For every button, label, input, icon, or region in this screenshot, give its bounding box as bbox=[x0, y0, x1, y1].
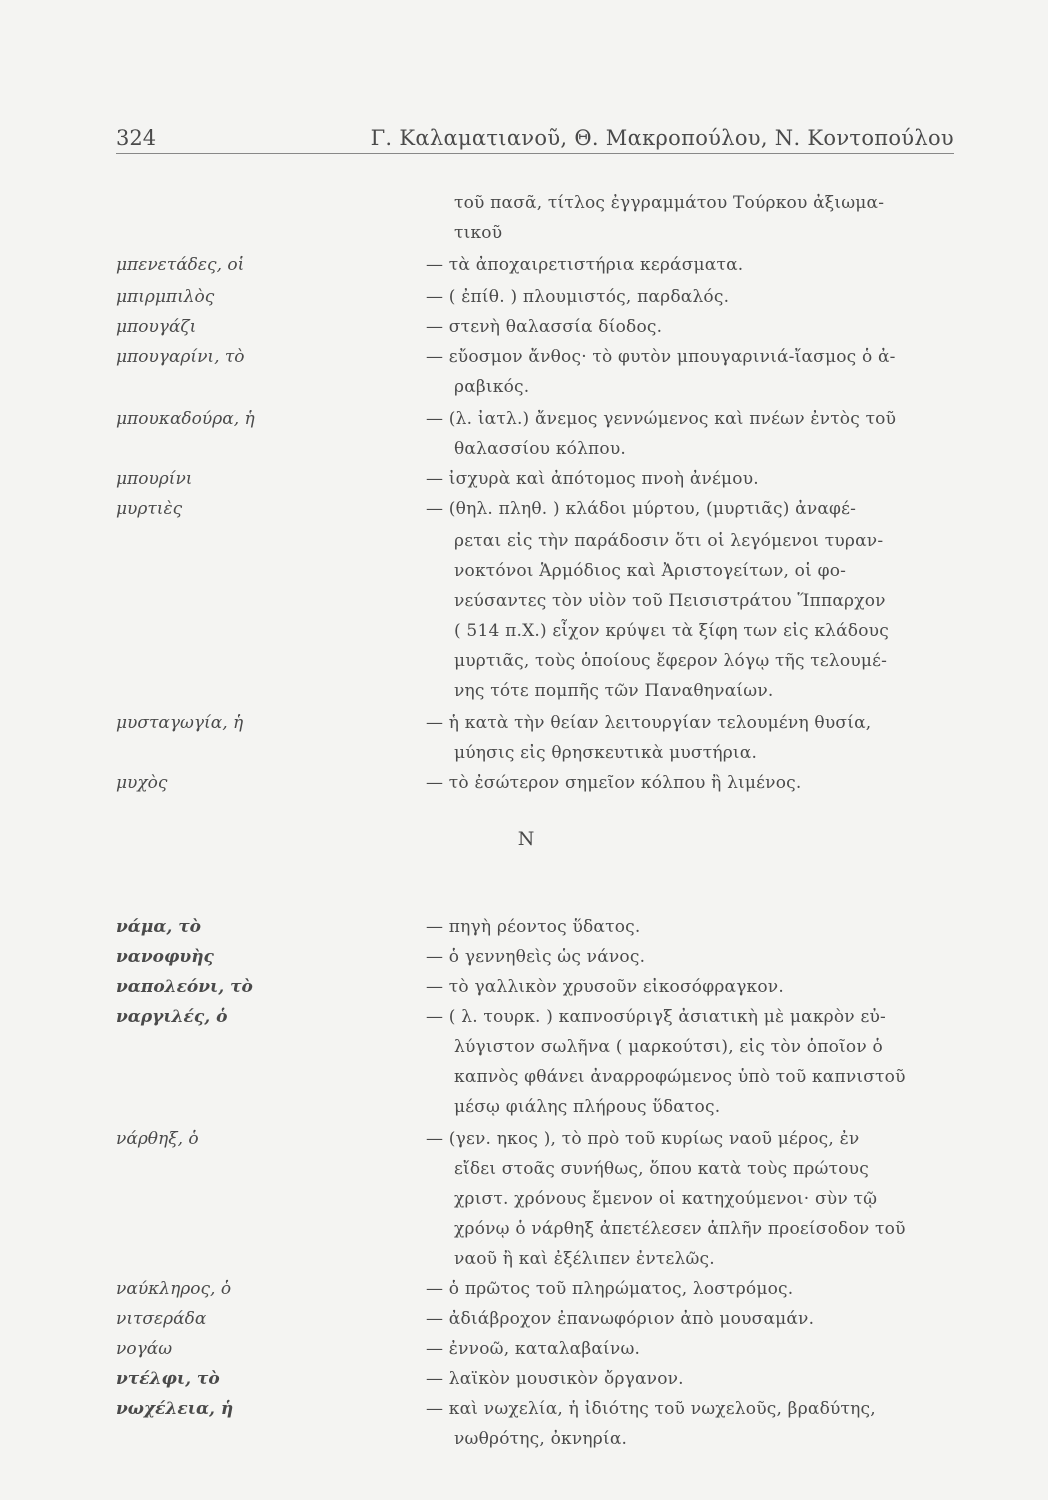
headword: νανοφυὴς bbox=[116, 947, 214, 967]
entry-line bbox=[0, 1214, 1048, 1244]
entry-line bbox=[0, 494, 1048, 524]
definition: — τὸ γαλλικὸν χρυσοῦν εἰκοσόφραγκον. bbox=[426, 977, 784, 997]
definition-continuation: ( 514 π.Χ.) εἶχον κρύψει τὰ ξίφη των εἰς κλάδους bbox=[454, 621, 889, 641]
definition-continuation: λύγιστον σωλῆνα ( μαρκούτσι), εἰς τὸν ὁποῖον ὁ bbox=[454, 1037, 883, 1057]
entry-line bbox=[0, 972, 1048, 1002]
definition: — ἐννοῶ, καταλαβαίνω. bbox=[426, 1339, 641, 1359]
headword: νογάω bbox=[116, 1339, 173, 1359]
entry-line bbox=[0, 708, 1048, 738]
definition-continuation: νης τότε πομπῆς τῶν Παναθηναίων. bbox=[454, 681, 774, 701]
definition-continuation: ραβικός. bbox=[454, 377, 530, 397]
definition: — ἰσχυρὰ καὶ ἀπότομος πνοὴ ἀνέμου. bbox=[426, 469, 759, 489]
entry-line bbox=[0, 1424, 1048, 1454]
entry-line bbox=[0, 464, 1048, 494]
entry-line bbox=[0, 1092, 1048, 1122]
entry-line bbox=[0, 526, 1048, 556]
entry-line bbox=[0, 1124, 1048, 1154]
entry-line bbox=[0, 404, 1048, 434]
entry-line bbox=[0, 188, 1048, 218]
headword: μυρτιὲς bbox=[116, 499, 183, 519]
definition: — λαϊκὸν μουσικὸν ὄργανον. bbox=[426, 1369, 684, 1389]
entry-line bbox=[0, 586, 1048, 616]
entry-line bbox=[0, 912, 1048, 942]
headword: μπουρίνι bbox=[116, 469, 193, 489]
definition: — καὶ νωχελία, ἡ ἰδιότης τοῦ νωχελοῦς, βραδύτης, bbox=[426, 1399, 876, 1419]
entry-line bbox=[0, 646, 1048, 676]
page-header bbox=[116, 118, 954, 158]
headword: μπιρμπιλὸς bbox=[116, 287, 215, 307]
headword: ντέλφι, τὸ bbox=[116, 1369, 220, 1389]
headword: μυσταγωγία, ἡ bbox=[116, 713, 244, 733]
entry-line bbox=[0, 1062, 1048, 1092]
entry-line bbox=[0, 312, 1048, 342]
running-title: Γ. Καλαματιανοῦ, Θ. Μακροπούλου, Ν. Κοντοπούλου bbox=[370, 126, 954, 150]
headword: νάμα, τὸ bbox=[116, 917, 202, 937]
definition: — ἀδιάβροχον ἐπανωφόριον ἀπὸ μουσαμάν. bbox=[426, 1309, 815, 1329]
definition-continuation: εἴδει στοᾶς συνήθως, ὅπου κατὰ τοὺς πρώτους bbox=[454, 1159, 869, 1179]
definition: — τὰ ἀποχαιρετιστήρια κεράσματα. bbox=[426, 255, 744, 275]
entry-line bbox=[0, 218, 1048, 248]
headword: μυχὸς bbox=[116, 773, 168, 793]
definition: — ( ἐπίθ. ) πλουμιστός, παρδαλός. bbox=[426, 287, 730, 307]
definition: — πηγὴ ρέοντος ὕδατος. bbox=[426, 917, 641, 937]
entry-line bbox=[0, 738, 1048, 768]
entry-line bbox=[0, 1394, 1048, 1424]
entry-line bbox=[0, 342, 1048, 372]
definition: — ὁ πρῶτος τοῦ πληρώματος, λοστρόμος. bbox=[426, 1279, 794, 1299]
entry-line bbox=[0, 616, 1048, 646]
section-letter: Ν bbox=[517, 828, 535, 850]
definition-continuation: μέσῳ φιάλης πλήρους ὕδατος. bbox=[454, 1097, 721, 1117]
headword: μπουκαδούρα, ἡ bbox=[116, 409, 255, 429]
entry-line bbox=[0, 434, 1048, 464]
definition: — (λ. ἰατλ.) ἄνεμος γεννώμενος καὶ πνέων ἐντὸς τοῦ bbox=[426, 409, 897, 429]
definition-continuation: ρεται εἰς τὴν παράδοσιν ὅτι οἱ λεγόμενοι τυραν- bbox=[454, 531, 884, 551]
entry-line bbox=[0, 1184, 1048, 1214]
definition: — ἡ κατὰ τὴν θείαν λειτουργίαν τελουμένη θυσία, bbox=[426, 713, 872, 733]
headword: μπουγάζι bbox=[116, 317, 197, 337]
definition-continuation: μύησις εἰς θρησκευτικὰ μυστήρια. bbox=[454, 743, 758, 763]
definition: — (θηλ. πληθ. ) κλάδοι μύρτου, (μυρτιᾶς) ἀναφέ- bbox=[426, 499, 857, 519]
definition: — ( λ. τουρκ. ) καπνοσύριγξ ἀσιατικὴ μὲ μακρὸν εὐ- bbox=[426, 1007, 886, 1027]
entry-line bbox=[0, 250, 1048, 280]
entry-line bbox=[0, 1154, 1048, 1184]
definition: — (γεν. ηκος ), τὸ πρὸ τοῦ κυρίως ναοῦ μέρος, ἐν bbox=[426, 1129, 860, 1149]
entry-line bbox=[0, 282, 1048, 312]
definition: — ὁ γεννηθεὶς ὡς νάνος. bbox=[426, 947, 646, 967]
definition-continuation: τικοῦ bbox=[454, 223, 503, 243]
entry-line bbox=[0, 942, 1048, 972]
headword: νιτσεράδα bbox=[116, 1309, 207, 1329]
headword: μπενετάδες, οἱ bbox=[116, 255, 245, 275]
headword: νάρθηξ, ὁ bbox=[116, 1129, 199, 1149]
definition: — στενὴ θαλασσία δίοδος. bbox=[426, 317, 663, 337]
headword: ναπολεόνι, τὸ bbox=[116, 977, 253, 997]
entry-line bbox=[0, 1002, 1048, 1032]
entry-line bbox=[0, 1334, 1048, 1364]
entry-line bbox=[0, 556, 1048, 586]
entry-line bbox=[0, 1244, 1048, 1274]
definition-continuation: νεύσαντες τὸν υἱὸν τοῦ Πεισιστράτου Ἵππαρχον bbox=[454, 591, 886, 611]
definition-continuation: καπνὸς φθάνει ἀναρροφώμενος ὑπὸ τοῦ καπνιστοῦ bbox=[454, 1067, 906, 1087]
headword: ναργιλές, ὁ bbox=[116, 1007, 228, 1027]
definition-continuation: χρόνῳ ὁ νάρθηξ ἀπετέλεσεν ἁπλῆν προείσοδον τοῦ bbox=[454, 1219, 906, 1239]
definition-continuation: θαλασσίου κόλπου. bbox=[454, 439, 626, 459]
definition: — εὔοσμον ἄνθος· τὸ φυτὸν μπουγαρινιά-ἴασμος ὁ ἀ- bbox=[426, 347, 896, 367]
definition-continuation: χριστ. χρόνους ἔμενον οἱ κατηχούμενοι· σὺν τῷ bbox=[454, 1189, 878, 1209]
entry-line bbox=[0, 768, 1048, 798]
entry-line bbox=[0, 1304, 1048, 1334]
definition: — τὸ ἐσώτερον σημεῖον κόλπου ἢ λιμένος. bbox=[426, 773, 802, 793]
definition-continuation: ναοῦ ἢ καὶ ἐξέλιπεν ἐντελῶς. bbox=[454, 1249, 715, 1269]
definition-continuation: μυρτιᾶς, τοὺς ὁποίους ἔφερον λόγῳ τῆς τελουμέ- bbox=[454, 651, 888, 671]
headword: μπουγαρίνι, τὸ bbox=[116, 347, 245, 367]
definition-continuation: νοκτόνοι Ἁρμόδιος καὶ Ἀριστογείτων, οἱ φο- bbox=[454, 561, 847, 581]
definition-continuation: νωθρότης, ὀκνηρία. bbox=[454, 1429, 628, 1449]
entry-line bbox=[0, 1274, 1048, 1304]
page-number: 324 bbox=[116, 126, 157, 150]
headword: νωχέλεια, ἡ bbox=[116, 1399, 234, 1419]
header-rule bbox=[116, 153, 954, 154]
entry-line bbox=[0, 1032, 1048, 1062]
entry-line bbox=[0, 1364, 1048, 1394]
entry-line bbox=[0, 676, 1048, 706]
entry-line bbox=[0, 372, 1048, 402]
headword: ναύκληρος, ὁ bbox=[116, 1279, 232, 1299]
definition-continuation: τοῦ πασᾶ, τίτλος ἐγγραμμάτου Τούρκου ἀξιωμα- bbox=[454, 193, 885, 213]
